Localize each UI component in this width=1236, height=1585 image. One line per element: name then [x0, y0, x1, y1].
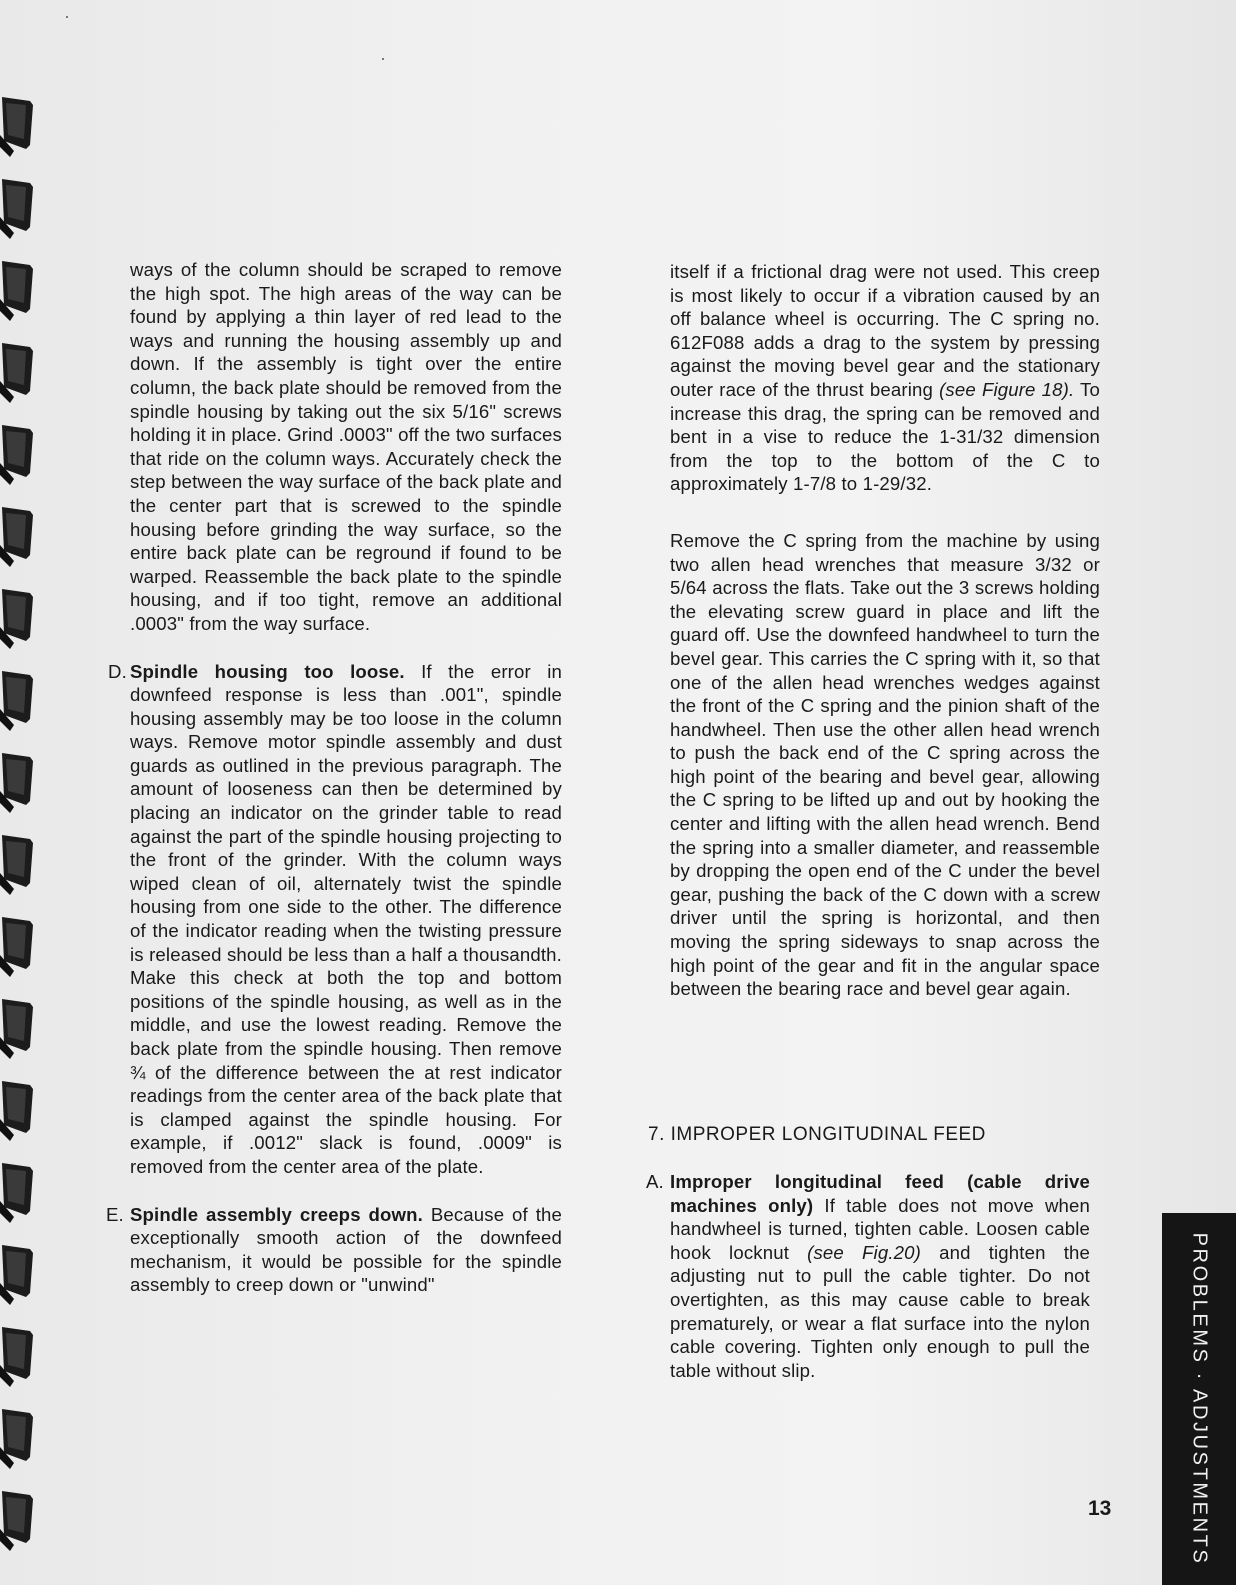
remove-c-spring-paragraph: Remove the C spring from the machine by using two allen head wrenches that measure 3/32 or 5/64 across the flats. Take out the 3 screws holding the elevating screw guard in place and lift the guard off. Use the downfeed handwheel to turn the bevel gear. This carries the C spring with it, so that one of the allen head wrenches wedges against the front of the C spring and the pinion shaft of the handwheel. Then use the other allen head wrench to push the back end of the C spring across the high point of the bearing and bevel gear, allowing the C spring to be lifted up and out by hooking the center and lifting with the allen head wrench. Bend the spring into a smaller diameter, and reassemble by dropping the open end of the C under the bevel gear, pushing the back of the C down with a screw driver until the spring is horizontal, and then moving the spring sideways to snap across the high point of the gear and fit in the angular space between the bearing race and bevel gear again. [670, 529, 1100, 1000]
section-tab [1162, 1213, 1236, 1585]
binding-rings-graphic [0, 95, 40, 1565]
c-spring-text-1: itself if a frictional drag were not used. This creep is most likely to occur if a vibration caused by an off balance wheel is occurring. The C spring no. 612F088 adds a drag to the system by pressing against the moving bevel gear and the stationary outer race of the thrust bearing [670, 261, 1100, 400]
item-a [646, 1170, 1090, 1382]
section-tab-label: PROBLEMS · ADJUSTMENTS [1188, 1232, 1211, 1566]
right-column [670, 260, 1100, 1001]
item-d-body: If the error in downfeed response is less than .001", spindle housing assembly may be too loose in the column ways. Remove motor spindle assembly and dust guards as outlined in the previous paragraph. The amount of looseness can then be determined by placing an indicator on the grinder table to read against the part of the spindle housing projecting to the front of the grinder. With the column ways wiped clean of oil, alternately twist the spindle housing from one side to the other. The difference of the indicator reading when the twisting pressure is released should be less than a half a thousandth. Make this check at both the top and bottom positions of the spindle housing, as well as in the middle, and use the lowest reading. Remove the back plate from the spindle housing. Then remove ¾ of the difference between the at rest indicator readings from the center area of the back plate that is clamped against the spindle housing. For example, if .0012" slack is found, .0009" is removed from the center area of the plate. [130, 660, 562, 1177]
item-e [106, 1203, 563, 1297]
c-spring-paragraph [670, 260, 1100, 496]
speck [382, 58, 384, 60]
continued-paragraph: ways of the column should be scraped to remove the high spot. The high areas of the way can be found by applying a thin layer of red lead to the ways and running the housing assembly up and down. If the assembly is tight over the entire column, the back plate should be removed from the spindle housing by taking out the six 5/16" screws holding it in place. Grind .0003" off the two surfaces that ride on the column ways. Accurately check the step between the way surface of the back plate and the center part that is screwed to the spindle housing before grinding the way surface, so the entire back plate can be reground if found to be warped. Reassemble the back plate to the spindle housing, and if too tight, remove an additional .0003" from the way surface. [130, 259, 562, 634]
item-e-heading: Spindle assembly creeps down. [130, 1203, 423, 1225]
item-d-label: D. [108, 660, 127, 682]
item-d [108, 660, 562, 1179]
figure-18-reference: (see Figure 18). [939, 378, 1075, 400]
figure-20-reference: (see Fig.20) [807, 1241, 921, 1263]
spiral-binding [0, 95, 40, 1565]
item-a-heading: Improper longitudinal feed (cable drive machines only) [670, 1171, 1090, 1216]
item-a-body-1: If table does not move when handwheel is turned, tighten cable. Loosen cable hook locknut [670, 1194, 1090, 1263]
item-e-label: E. [106, 1203, 124, 1225]
speck [66, 16, 68, 18]
item-e-body: Because of the exceptionally smooth action of the downfeed mechanism, it would be possible for the spindle assembly to creep down or "unwind" [130, 1203, 563, 1296]
item-a-label: A. [646, 1171, 664, 1192]
page-number: 13 [1088, 1497, 1112, 1520]
section-heading: 7. IMPROPER LONGITUDINAL FEED [648, 1124, 986, 1145]
c-spring-text-2: To increase this drag, the spring can be removed and bent in a vise to reduce the 1-31/32 dimension from the top to the bottom of the C to approximately 1-7/8 to 1-29/32. [670, 378, 1100, 495]
left-column [106, 258, 563, 1297]
item-a-body-2: and tighten the adjusting nut to pull the cable tighter. Do not overtighten, as this may cause cable to break prematurely, or wear a flat surface into the nylon cable covering. Tighten only enough to pull the table without slip. [670, 1241, 1090, 1381]
item-d-heading: Spindle housing too loose. [130, 660, 405, 682]
